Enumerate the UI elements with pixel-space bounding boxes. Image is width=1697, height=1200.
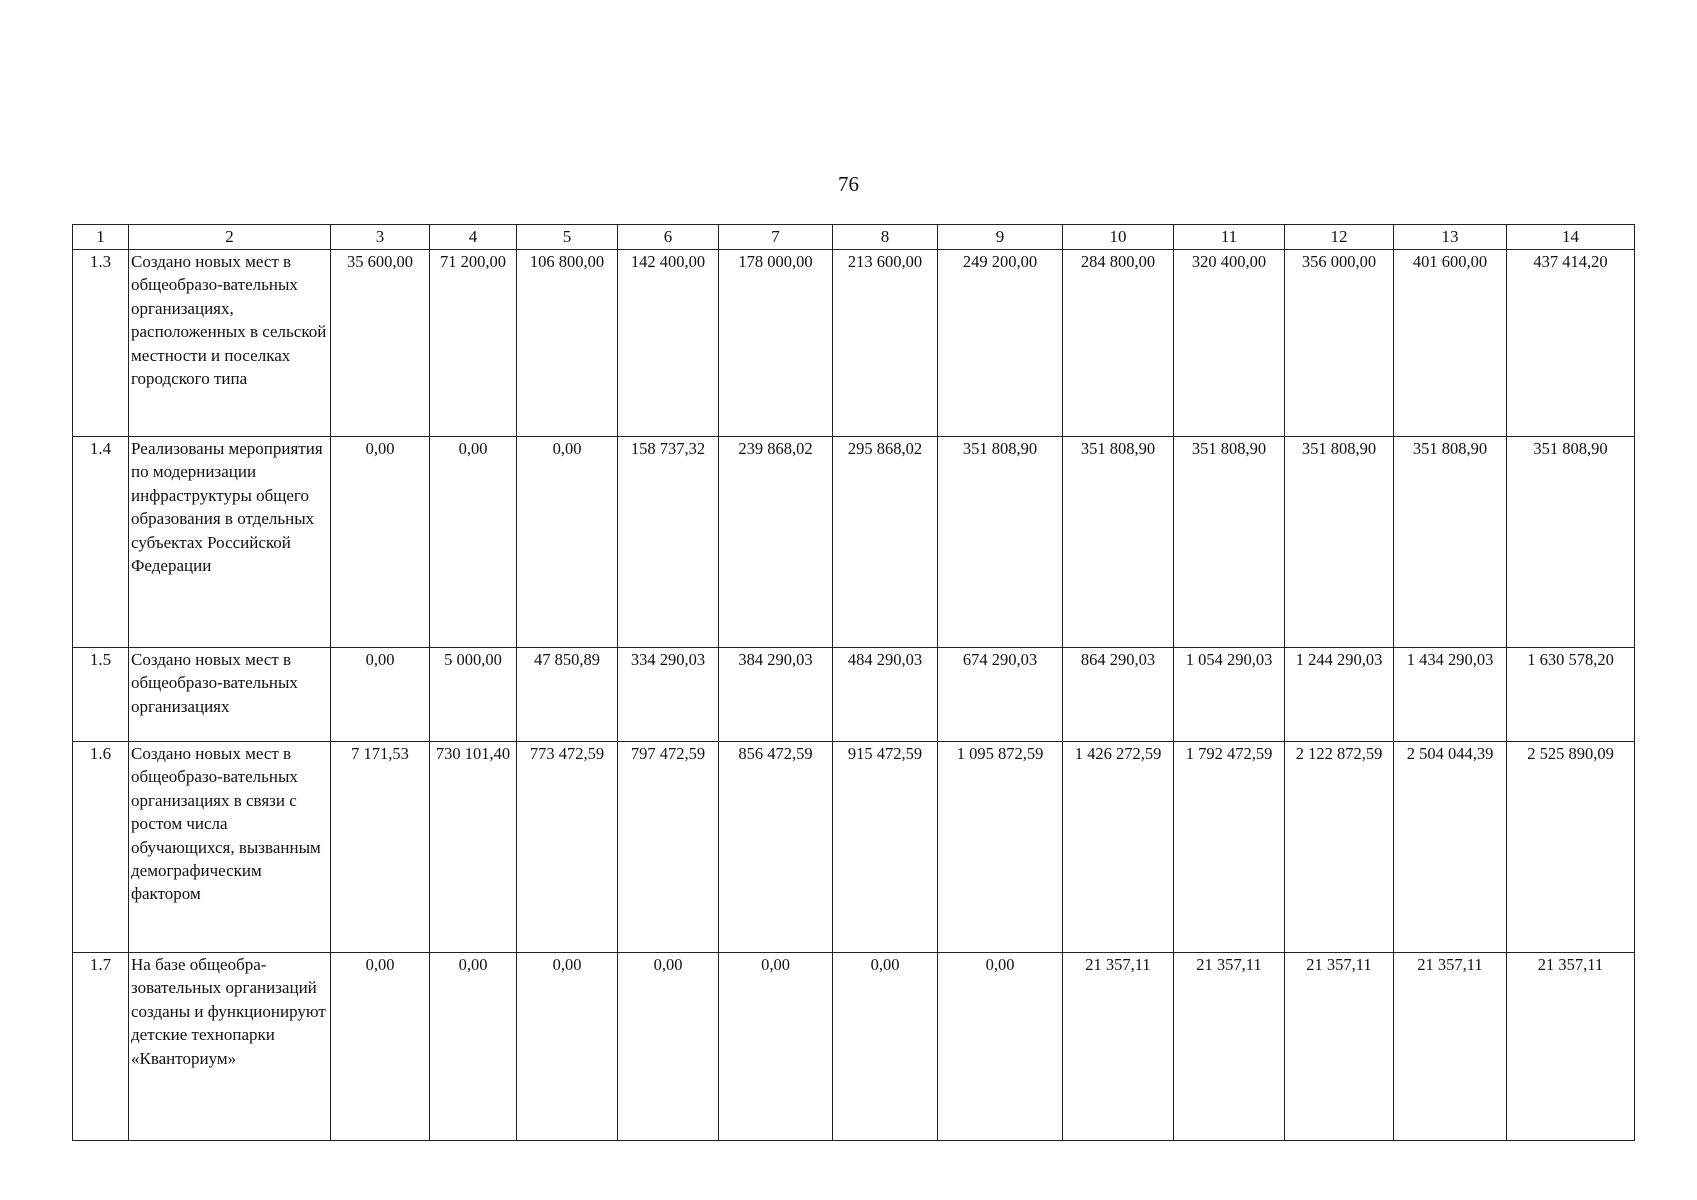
value-cell: 437 414,20 bbox=[1507, 250, 1635, 437]
value-cell: 0,00 bbox=[833, 953, 938, 1141]
column-header: 14 bbox=[1507, 225, 1635, 250]
value-cell: 239 868,02 bbox=[719, 437, 833, 648]
value-cell: 1 426 272,59 bbox=[1063, 742, 1174, 953]
value-cell: 1 434 290,03 bbox=[1394, 648, 1507, 742]
row-description: Реализованы мероприятия по модернизации инфраструктуры общего образования в отдельных субъектах Российской Федерации bbox=[129, 437, 331, 648]
value-cell: 334 290,03 bbox=[618, 648, 719, 742]
value-cell: 0,00 bbox=[618, 953, 719, 1141]
value-cell: 915 472,59 bbox=[833, 742, 938, 953]
table-row bbox=[73, 437, 1635, 648]
value-cell: 351 808,90 bbox=[1174, 437, 1285, 648]
table-row bbox=[73, 953, 1635, 1141]
value-cell: 0,00 bbox=[430, 437, 517, 648]
value-cell: 47 850,89 bbox=[517, 648, 618, 742]
value-cell: 401 600,00 bbox=[1394, 250, 1507, 437]
column-header: 1 bbox=[73, 225, 129, 250]
table-row bbox=[73, 250, 1635, 437]
value-cell: 0,00 bbox=[938, 953, 1063, 1141]
value-cell: 0,00 bbox=[517, 953, 618, 1141]
value-cell: 351 808,90 bbox=[1394, 437, 1507, 648]
value-cell: 2 525 890,09 bbox=[1507, 742, 1635, 953]
value-cell: 21 357,11 bbox=[1063, 953, 1174, 1141]
column-header: 10 bbox=[1063, 225, 1174, 250]
table-row bbox=[73, 648, 1635, 742]
column-header: 8 bbox=[833, 225, 938, 250]
value-cell: 295 868,02 bbox=[833, 437, 938, 648]
value-cell: 0,00 bbox=[517, 437, 618, 648]
value-cell: 35 600,00 bbox=[331, 250, 430, 437]
value-cell: 1 244 290,03 bbox=[1285, 648, 1394, 742]
column-header: 11 bbox=[1174, 225, 1285, 250]
value-cell: 0,00 bbox=[331, 437, 430, 648]
value-cell: 249 200,00 bbox=[938, 250, 1063, 437]
column-number-row bbox=[73, 225, 1635, 250]
value-cell: 356 000,00 bbox=[1285, 250, 1394, 437]
column-header: 12 bbox=[1285, 225, 1394, 250]
value-cell: 21 357,11 bbox=[1174, 953, 1285, 1141]
value-cell: 351 808,90 bbox=[1063, 437, 1174, 648]
value-cell: 351 808,90 bbox=[1285, 437, 1394, 648]
column-header: 13 bbox=[1394, 225, 1507, 250]
column-header: 4 bbox=[430, 225, 517, 250]
value-cell: 142 400,00 bbox=[618, 250, 719, 437]
value-cell: 1 095 872,59 bbox=[938, 742, 1063, 953]
column-header: 5 bbox=[517, 225, 618, 250]
value-cell: 484 290,03 bbox=[833, 648, 938, 742]
value-cell: 2 122 872,59 bbox=[1285, 742, 1394, 953]
column-header: 9 bbox=[938, 225, 1063, 250]
value-cell: 674 290,03 bbox=[938, 648, 1063, 742]
value-cell: 21 357,11 bbox=[1394, 953, 1507, 1141]
value-cell: 5 000,00 bbox=[430, 648, 517, 742]
value-cell: 0,00 bbox=[331, 648, 430, 742]
row-id: 1.6 bbox=[73, 742, 129, 953]
value-cell: 71 200,00 bbox=[430, 250, 517, 437]
value-cell: 351 808,90 bbox=[1507, 437, 1635, 648]
value-cell: 864 290,03 bbox=[1063, 648, 1174, 742]
value-cell: 773 472,59 bbox=[517, 742, 618, 953]
value-cell: 21 357,11 bbox=[1285, 953, 1394, 1141]
value-cell: 320 400,00 bbox=[1174, 250, 1285, 437]
value-cell: 2 504 044,39 bbox=[1394, 742, 1507, 953]
value-cell: 284 800,00 bbox=[1063, 250, 1174, 437]
row-description: Создано новых мест в общеобразо-вательных организациях в связи с ростом числа обучающихся, вызванным демографическим фактором bbox=[129, 742, 331, 953]
value-cell: 1 630 578,20 bbox=[1507, 648, 1635, 742]
value-cell: 1 792 472,59 bbox=[1174, 742, 1285, 953]
value-cell: 856 472,59 bbox=[719, 742, 833, 953]
value-cell: 106 800,00 bbox=[517, 250, 618, 437]
value-cell: 730 101,40 bbox=[430, 742, 517, 953]
row-id: 1.3 bbox=[73, 250, 129, 437]
column-header: 3 bbox=[331, 225, 430, 250]
value-cell: 0,00 bbox=[719, 953, 833, 1141]
value-cell: 178 000,00 bbox=[719, 250, 833, 437]
value-cell: 158 737,32 bbox=[618, 437, 719, 648]
row-id: 1.4 bbox=[73, 437, 129, 648]
value-cell: 21 357,11 bbox=[1507, 953, 1635, 1141]
value-cell: 384 290,03 bbox=[719, 648, 833, 742]
value-cell: 351 808,90 bbox=[938, 437, 1063, 648]
value-cell: 1 054 290,03 bbox=[1174, 648, 1285, 742]
value-cell: 0,00 bbox=[331, 953, 430, 1141]
row-description: Создано новых мест в общеобразо-вательных организациях, расположенных в сельской местности и поселках городского типа bbox=[129, 250, 331, 437]
data-table bbox=[72, 224, 1635, 1141]
column-header: 7 bbox=[719, 225, 833, 250]
row-description: Создано новых мест в общеобразо-вательных организациях bbox=[129, 648, 331, 742]
row-id: 1.7 bbox=[73, 953, 129, 1141]
row-id: 1.5 bbox=[73, 648, 129, 742]
value-cell: 0,00 bbox=[430, 953, 517, 1141]
value-cell: 797 472,59 bbox=[618, 742, 719, 953]
value-cell: 213 600,00 bbox=[833, 250, 938, 437]
value-cell: 7 171,53 bbox=[331, 742, 430, 953]
column-header: 6 bbox=[618, 225, 719, 250]
page-number: 76 bbox=[838, 172, 859, 196]
row-description: На базе общеобра-зовательных организаций созданы и функционируют детские технопарки «Кванториум» bbox=[129, 953, 331, 1141]
column-header: 2 bbox=[129, 225, 331, 250]
table-row bbox=[73, 742, 1635, 953]
